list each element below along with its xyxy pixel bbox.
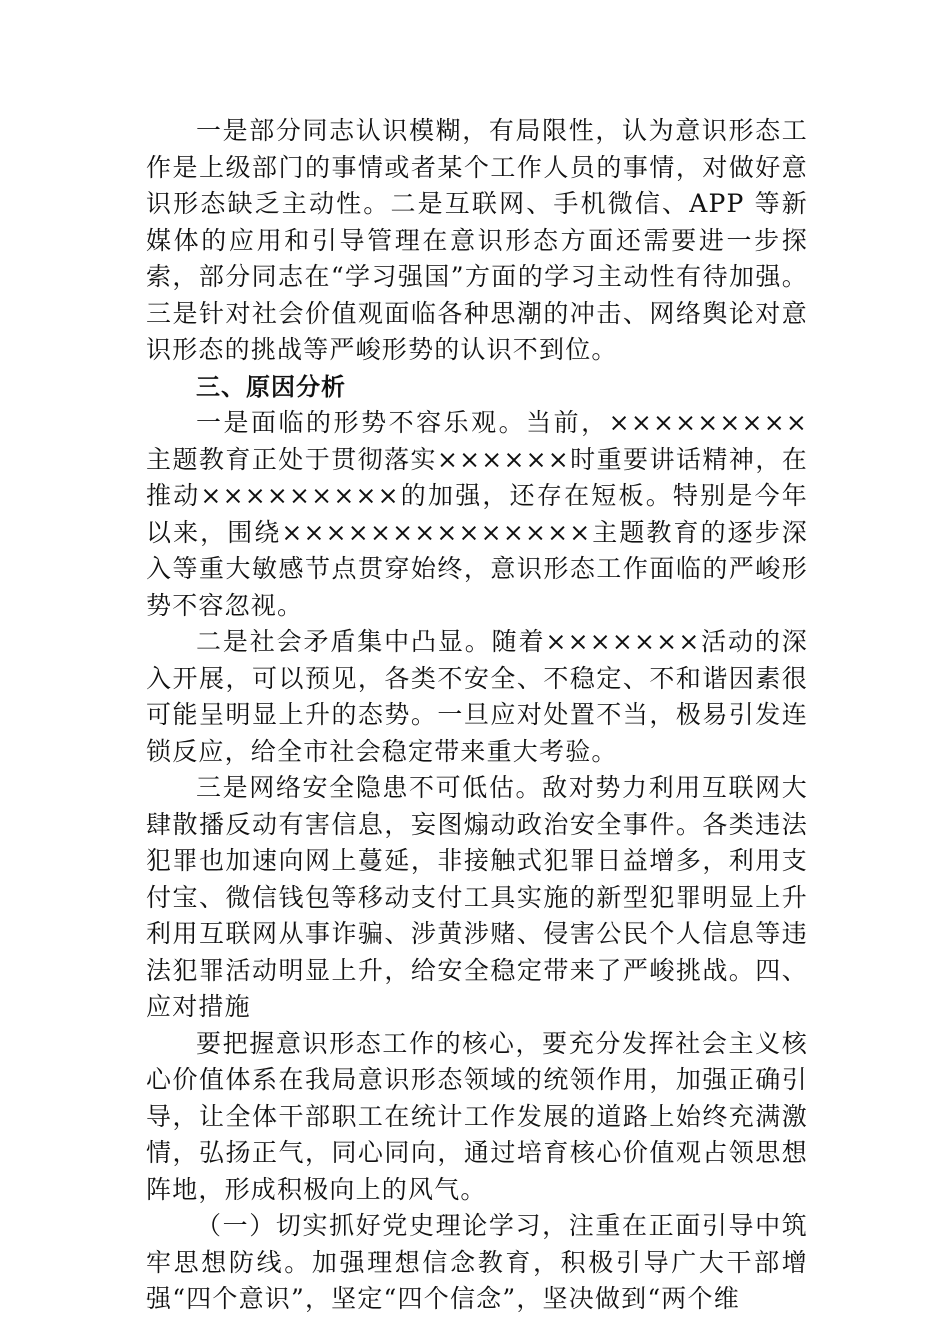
paragraph-situation: 一是面临的形势不容乐观。当前，×××××××××主题教育正处于贯彻落实××××××时重要讲话精神，在推动×××××××××的加强，还存在短板。特别是今年以来，围绕××××××××××××××主题教育的逐步深入等重大敏感节点贯穿始终，意识形态工作面临的严峻形势不容忽视。 [146, 408, 808, 620]
paragraph-party-history-study: （一）切实抓好党史理论学习，注重在正面引导中筑牢思想防线。加强理想信念教育，积极引导广大干部增强“四个意识”，坚定“四个信念”，坚决做到“两个维 [146, 1211, 808, 1313]
paragraph-core-values: 要把握意识形态工作的核心，要充分发挥社会主义核心价值体系在我局意识形态领域的统领作用，加强正确引导，让全体干部职工在统计工作发展的道路上始终充满激情，弘扬正气，同心同向，通过培育核心价值观占领思想阵地，形成积极向上的风气。 [146, 1028, 808, 1204]
document-body [146, 113, 808, 1318]
paragraph-social-conflicts: 二是社会矛盾集中凸显。随着×××××××活动的深入开展，可以预见，各类不安全、不稳定、不和谐因素很可能呈明显上升的态势。一旦应对处置不当，极易引发连锁反应，给全市社会稳定带来重大考验。 [146, 627, 808, 766]
paragraph-problems: 一是部分同志认识模糊，有局限性，认为意识形态工作是上级部门的事情或者某个工作人员的事情，对做好意识形态缺乏主动性。二是互联网、手机微信、APP 等新媒体的应用和引导管理在意识形态方面还需要进一步探索，部分同志在“学习强国”方面的学习主动性有待加强。三是针对社会价值观面临各种思潮的冲击、网络舆论对意识形态的挑战等严峻形势的认识不到位。 [146, 116, 808, 364]
paragraph-network-security: 三是网络安全隐患不可低估。敌对势力利用互联网大肆散播反动有害信息，妄图煽动政治安全事件。各类违法犯罪也加速向网上蔓延，非接触式犯罪日益增多，利用支付宝、微信钱包等移动支付工具实施的新型犯罪明显上升利用互联网从事诈骗、涉黄涉赌、侵害公民个人信息等违法犯罪活动明显上升，给安全稳定带来了严峻挑战。四、应对措施 [146, 773, 808, 1021]
section-heading-cause-analysis: 三、原因分析 [196, 372, 346, 401]
